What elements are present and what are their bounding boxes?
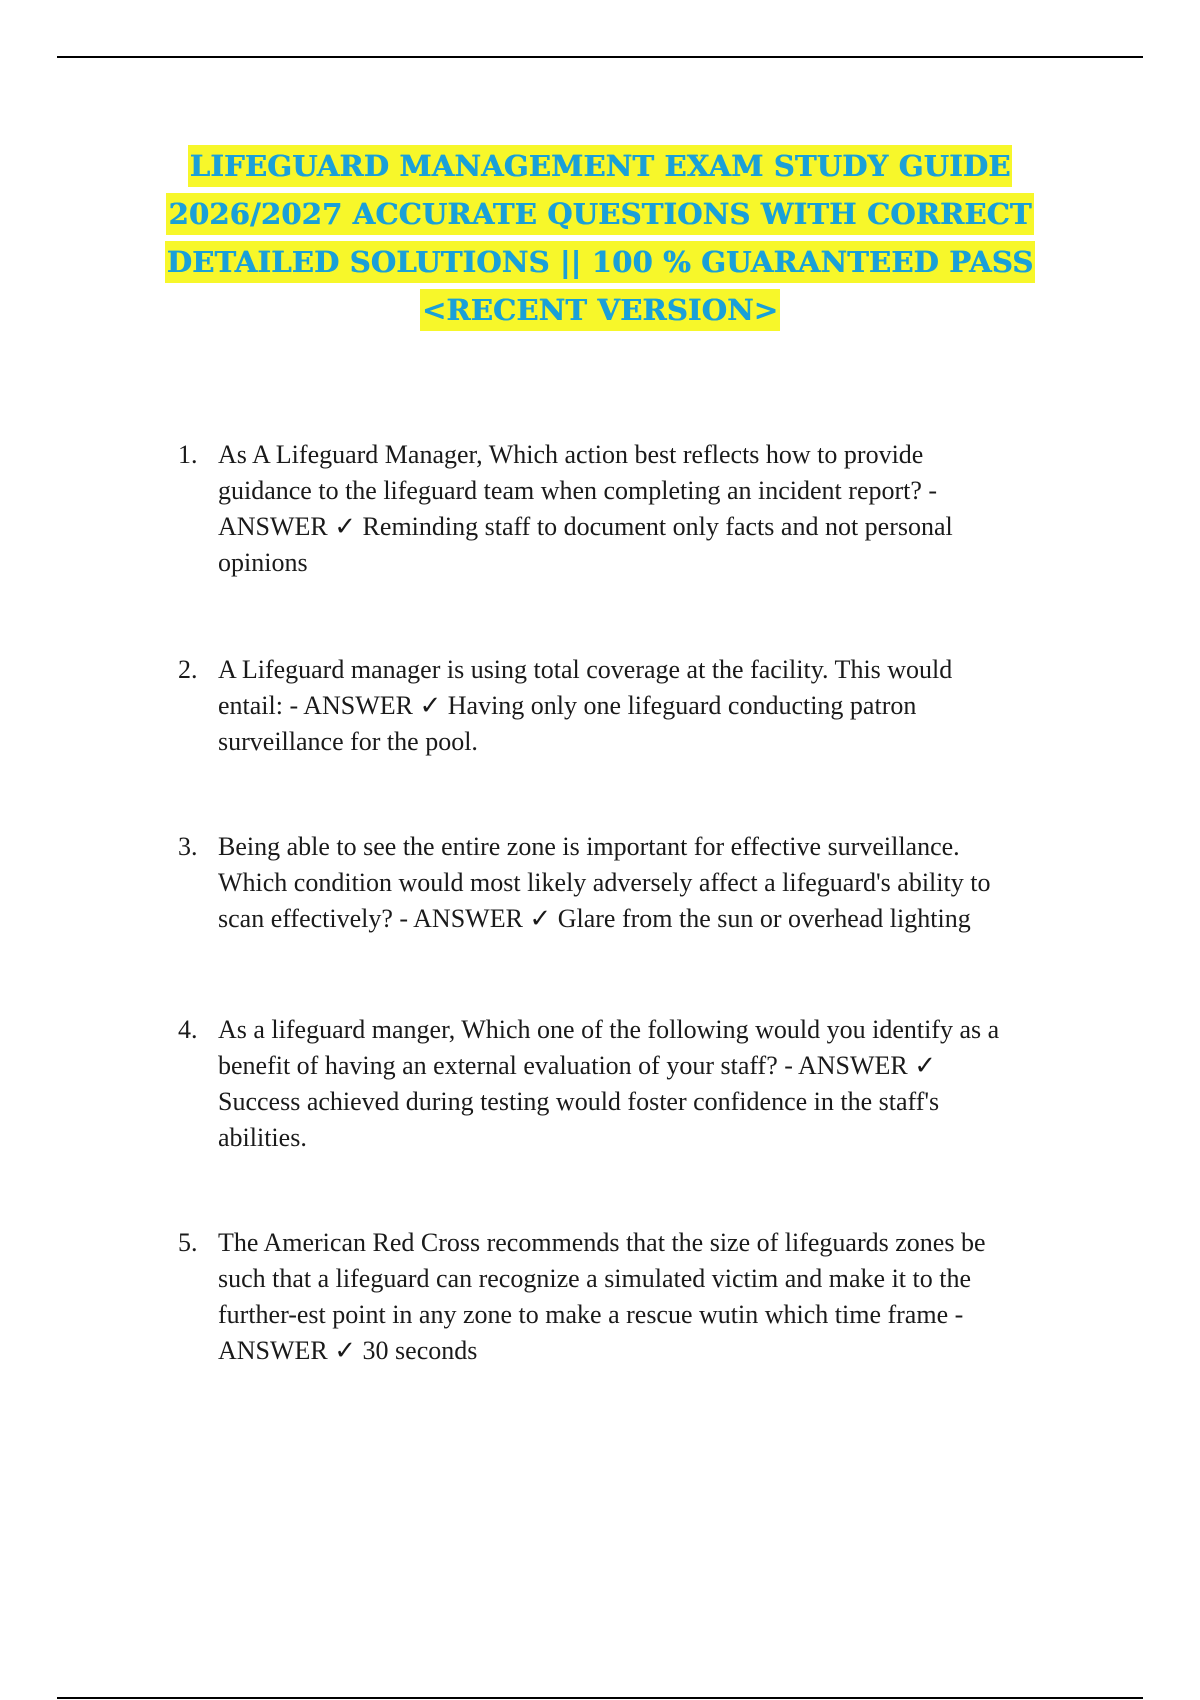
question-item-3 [178,829,990,937]
question-item-5 [178,1225,985,1369]
title-line-1: LIFEGUARD MANAGEMENT EXAM STUDY GUIDE [188,145,1013,187]
question-line: opinions [218,548,308,577]
question-line: A Lifeguard manager is using total coverage at the facility. This would [218,655,953,684]
question-number: 1. [178,440,198,469]
question-line: abilities. [218,1123,307,1152]
question-number: 2. [178,655,198,684]
question-line: such that a lifeguard can recognize a simulated victim and make it to the [218,1264,971,1293]
bottom-rule [57,1697,1143,1699]
question-line: ANSWER ✓ 30 seconds [218,1336,478,1365]
question-item-4 [178,1012,999,1156]
question-number: 5. [178,1228,198,1257]
document-title [150,145,1050,337]
question-line: benefit of having an external evaluation of your staff? - ANSWER ✓ [218,1051,937,1080]
question-line: surveillance for the pool. [218,727,478,756]
question-line: scan effectively? - ANSWER ✓ Glare from the sun or overhead lighting [218,904,971,933]
question-number: 4. [178,1015,198,1044]
question-line: ANSWER ✓ Reminding staff to document only facts and not personal [218,512,953,541]
title-line-2: 2026/2027 ACCURATE QUESTIONS WITH CORRECT [166,193,1033,235]
question-line: As a lifeguard manger, Which one of the following would you identify as a [218,1015,1000,1044]
question-line: entail: - ANSWER ✓ Having only one lifeguard conducting patron [218,691,917,720]
question-line: Being able to see the entire zone is important for effective surveillance. [218,832,960,861]
question-line: further-est point in any zone to make a rescue wutin which time frame - [218,1300,964,1329]
question-line: The American Red Cross recommends that the size of lifeguards zones be [218,1228,986,1257]
question-line: guidance to the lifeguard team when completing an incident report? - [218,476,938,505]
question-item-1 [178,437,953,581]
question-line: Which condition would most likely adversely affect a lifeguard's ability to [218,868,991,897]
question-line: As A Lifeguard Manager, Which action best reflects how to provide [218,440,924,469]
title-line-4: <RECENT VERSION> [420,289,780,331]
question-line: Success achieved during testing would foster confidence in the staff's [218,1087,940,1116]
question-number: 3. [178,832,198,861]
title-line-3: DETAILED SOLUTIONS || 100 % GUARANTEED PASS [165,241,1036,283]
top-rule [57,56,1143,58]
question-item-2 [178,652,952,760]
